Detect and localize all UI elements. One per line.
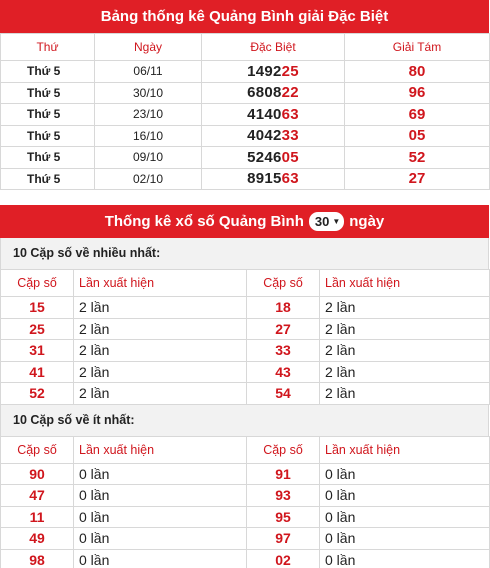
cell-special bbox=[202, 168, 345, 190]
stats-title-prefix: Thống kê xổ số Quảng Bình bbox=[104, 213, 304, 230]
days-select[interactable] bbox=[309, 212, 344, 231]
special-tail-digits: 63 bbox=[281, 170, 299, 188]
pair-number: 47 bbox=[1, 485, 74, 507]
pair-number: 33 bbox=[247, 340, 320, 362]
col-header-times: Lần xuất hiện bbox=[320, 270, 490, 297]
pair-number: 95 bbox=[247, 506, 320, 528]
pair-number: 25 bbox=[1, 318, 74, 340]
pair-number: 02 bbox=[247, 549, 320, 568]
pair-count: 0 lần bbox=[74, 463, 247, 485]
pair-count: 2 lần bbox=[320, 297, 490, 319]
col-header-day: Thứ bbox=[1, 34, 95, 61]
cell-eighth: 69 bbox=[345, 104, 490, 126]
cell-day: Thứ 5 bbox=[1, 104, 95, 126]
pair-number: 52 bbox=[1, 383, 74, 405]
table-header-row bbox=[1, 436, 490, 463]
table-row bbox=[1, 147, 490, 169]
cell-date: 30/10 bbox=[95, 82, 202, 104]
least-frequent-table bbox=[0, 436, 490, 568]
cell-day: Thứ 5 bbox=[1, 147, 95, 169]
table-row bbox=[1, 318, 490, 340]
pair-number: 18 bbox=[247, 297, 320, 319]
table-header-row bbox=[1, 34, 490, 61]
pair-count: 0 lần bbox=[320, 528, 490, 550]
cell-eighth: 80 bbox=[345, 61, 490, 83]
table-row bbox=[1, 125, 490, 147]
pair-number: 31 bbox=[1, 340, 74, 362]
special-tail-digits: 22 bbox=[281, 84, 299, 102]
table-row bbox=[1, 383, 490, 405]
pair-number: 97 bbox=[247, 528, 320, 550]
col-header-date: Ngày bbox=[95, 34, 202, 61]
table-row bbox=[1, 485, 490, 507]
pair-number: 90 bbox=[1, 463, 74, 485]
special-tail-digits: 05 bbox=[281, 148, 299, 166]
special-tail-digits: 33 bbox=[281, 127, 299, 145]
pair-count: 0 lần bbox=[320, 463, 490, 485]
table-row bbox=[1, 528, 490, 550]
special-head-digits: 4042 bbox=[247, 127, 282, 145]
cell-special bbox=[202, 147, 345, 169]
special-head-digits: 6808 bbox=[247, 84, 282, 102]
table-row bbox=[1, 168, 490, 190]
special-tail-digits: 63 bbox=[281, 105, 299, 123]
table-row bbox=[1, 506, 490, 528]
table-row bbox=[1, 82, 490, 104]
pair-count: 2 lần bbox=[74, 383, 247, 405]
pair-count: 2 lần bbox=[320, 318, 490, 340]
most-frequent-table bbox=[0, 269, 490, 405]
cell-day: Thứ 5 bbox=[1, 61, 95, 83]
special-head-digits: 8915 bbox=[247, 170, 282, 188]
pair-count: 2 lần bbox=[74, 340, 247, 362]
pair-number: 93 bbox=[247, 485, 320, 507]
pair-count: 0 lần bbox=[74, 549, 247, 568]
cell-special bbox=[202, 104, 345, 126]
cell-date: 06/11 bbox=[95, 61, 202, 83]
table-row bbox=[1, 61, 490, 83]
pair-count: 2 lần bbox=[320, 361, 490, 383]
table-row bbox=[1, 361, 490, 383]
pair-count: 2 lần bbox=[320, 383, 490, 405]
cell-day: Thứ 5 bbox=[1, 125, 95, 147]
pair-number: 41 bbox=[1, 361, 74, 383]
col-header-pair: Cặp số bbox=[247, 436, 320, 463]
col-header-times: Lần xuất hiện bbox=[74, 436, 247, 463]
pair-number: 27 bbox=[247, 318, 320, 340]
pair-number: 98 bbox=[1, 549, 74, 568]
pair-count: 2 lần bbox=[320, 340, 490, 362]
pair-number: 11 bbox=[1, 506, 74, 528]
table-row bbox=[1, 297, 490, 319]
col-header-special: Đặc Biệt bbox=[202, 34, 345, 61]
table-row bbox=[1, 104, 490, 126]
days-select-value: 30 bbox=[314, 214, 330, 229]
col-header-times: Lần xuất hiện bbox=[74, 270, 247, 297]
pair-count: 2 lần bbox=[74, 297, 247, 319]
special-table-title: Bảng thống kê Quảng Bình giải Đặc Biệt bbox=[0, 0, 489, 33]
special-head-digits: 1492 bbox=[247, 62, 282, 80]
cell-day: Thứ 5 bbox=[1, 82, 95, 104]
cell-eighth: 96 bbox=[345, 82, 490, 104]
special-tail-digits: 25 bbox=[281, 62, 299, 80]
pair-number: 15 bbox=[1, 297, 74, 319]
pair-count: 0 lần bbox=[320, 549, 490, 568]
cell-date: 02/10 bbox=[95, 168, 202, 190]
pair-count: 0 lần bbox=[74, 506, 247, 528]
chevron-down-icon: ▼ bbox=[332, 217, 341, 226]
col-header-pair: Cặp số bbox=[1, 270, 74, 297]
pair-count: 0 lần bbox=[320, 506, 490, 528]
special-head-digits: 4140 bbox=[247, 105, 282, 123]
cell-eighth: 52 bbox=[345, 147, 490, 169]
least-frequent-label: 10 Cặp số về ít nhất: bbox=[0, 405, 489, 436]
col-header-eighth: Giải Tám bbox=[345, 34, 490, 61]
pair-count: 0 lần bbox=[74, 528, 247, 550]
pair-count: 0 lần bbox=[320, 485, 490, 507]
cell-date: 23/10 bbox=[95, 104, 202, 126]
pair-count: 0 lần bbox=[74, 485, 247, 507]
cell-date: 16/10 bbox=[95, 125, 202, 147]
pair-number: 91 bbox=[247, 463, 320, 485]
col-header-pair: Cặp số bbox=[247, 270, 320, 297]
cell-eighth: 27 bbox=[345, 168, 490, 190]
pair-number: 49 bbox=[1, 528, 74, 550]
table-row bbox=[1, 463, 490, 485]
table-row bbox=[1, 340, 490, 362]
stats-title-suffix: ngày bbox=[349, 213, 385, 230]
pair-count: 2 lần bbox=[74, 361, 247, 383]
most-frequent-label: 10 Cặp số về nhiều nhất: bbox=[0, 238, 489, 269]
special-head-digits: 5246 bbox=[247, 148, 282, 166]
cell-eighth: 05 bbox=[345, 125, 490, 147]
table-row bbox=[1, 549, 490, 568]
stats-title bbox=[0, 205, 489, 238]
cell-day: Thứ 5 bbox=[1, 168, 95, 190]
special-prize-table bbox=[0, 33, 490, 190]
cell-special bbox=[202, 61, 345, 83]
cell-special bbox=[202, 125, 345, 147]
pair-count: 2 lần bbox=[74, 318, 247, 340]
table-header-row bbox=[1, 270, 490, 297]
pair-number: 43 bbox=[247, 361, 320, 383]
cell-date: 09/10 bbox=[95, 147, 202, 169]
pair-number: 54 bbox=[247, 383, 320, 405]
col-header-pair: Cặp số bbox=[1, 436, 74, 463]
col-header-times: Lần xuất hiện bbox=[320, 436, 490, 463]
cell-special bbox=[202, 82, 345, 104]
